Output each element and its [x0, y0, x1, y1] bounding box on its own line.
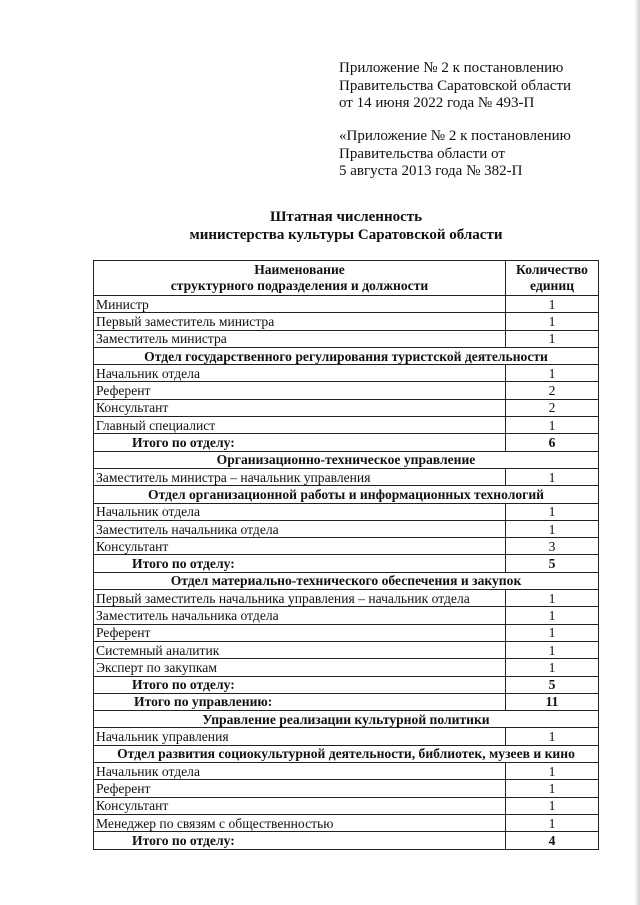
position-name: Заместитель начальника отдела — [94, 520, 506, 537]
total-count: 11 — [506, 693, 599, 710]
annex-original-line-3: 5 августа 2013 года № 382-П — [339, 163, 523, 179]
annex-current-decree — [339, 60, 571, 113]
table-row — [94, 417, 599, 434]
header-name-line-2: структурного подразделения и должности — [170, 278, 429, 293]
position-count: 1 — [506, 814, 599, 831]
annex-original-decree — [339, 128, 571, 181]
position-count: 1 — [506, 296, 599, 313]
table-row — [94, 624, 599, 641]
position-count: 1 — [506, 330, 599, 347]
header-qty-cell — [506, 261, 599, 296]
position-name: Министр — [94, 296, 506, 313]
position-name: Менеджер по связям с общественностью — [94, 814, 506, 831]
table-row — [94, 814, 599, 831]
position-count: 1 — [506, 780, 599, 797]
subtotal-row — [94, 434, 599, 451]
section-row — [94, 745, 599, 762]
position-name: Заместитель министра — [94, 330, 506, 347]
position-name: Эксперт по закупкам — [94, 659, 506, 676]
table-row — [94, 780, 599, 797]
table-header-row — [94, 261, 599, 296]
total-label: Итого по управлению: — [94, 693, 506, 710]
staffing-table — [93, 260, 599, 850]
table-row — [94, 641, 599, 658]
position-name: Заместитель начальника отдела — [94, 607, 506, 624]
position-name: Консультант — [94, 797, 506, 814]
position-count: 1 — [506, 590, 599, 607]
position-count: 2 — [506, 382, 599, 399]
position-name: Консультант — [94, 399, 506, 416]
position-name: Начальник отдела — [94, 503, 506, 520]
position-count: 1 — [506, 520, 599, 537]
position-name: Заместитель министра – начальник управления — [94, 468, 506, 485]
table-row — [94, 399, 599, 416]
position-name: Начальник отдела — [94, 763, 506, 780]
total-count: 5 — [506, 676, 599, 693]
position-count: 1 — [506, 728, 599, 745]
subtotal-row — [94, 676, 599, 693]
position-count: 1 — [506, 365, 599, 382]
subtotal-row — [94, 555, 599, 572]
section-title: Отдел развития социокультурной деятельности, библиотек, музеев и кино — [94, 745, 599, 762]
table-row — [94, 382, 599, 399]
table-row — [94, 313, 599, 330]
table-row — [94, 538, 599, 555]
position-count: 1 — [506, 503, 599, 520]
header-qty-line-1: Количество — [516, 262, 588, 277]
table-row — [94, 797, 599, 814]
position-count: 1 — [506, 468, 599, 485]
total-count: 5 — [506, 555, 599, 572]
position-count: 1 — [506, 417, 599, 434]
scan-edge-shadow — [634, 0, 640, 905]
position-count: 1 — [506, 641, 599, 658]
position-count: 1 — [506, 607, 599, 624]
section-title: Отдел организационной работы и информационных технологий — [94, 486, 599, 503]
annex-current-line-1: Приложение № 2 к постановлению — [339, 60, 564, 76]
total-count: 6 — [506, 434, 599, 451]
staffing-table-body — [94, 296, 599, 850]
position-name: Начальник управления — [94, 728, 506, 745]
position-name: Первый заместитель начальника управления – начальник отдела — [94, 590, 506, 607]
position-name: Референт — [94, 780, 506, 797]
table-row — [94, 728, 599, 745]
table-row — [94, 590, 599, 607]
table-row — [94, 330, 599, 347]
table-row — [94, 607, 599, 624]
annex-original-line-1: «Приложение № 2 к постановлению — [339, 128, 571, 144]
management-total-row — [94, 693, 599, 710]
section-title: Отдел государственного регулирования туристской деятельности — [94, 347, 599, 364]
section-row — [94, 572, 599, 589]
section-title: Управление реализации культурной политики — [94, 711, 599, 728]
total-label: Итого по отделу: — [94, 434, 506, 451]
total-label: Итого по отделу: — [94, 555, 506, 572]
table-row — [94, 296, 599, 313]
section-row — [94, 486, 599, 503]
document-title — [94, 209, 598, 244]
position-name: Первый заместитель министра — [94, 313, 506, 330]
table-row — [94, 659, 599, 676]
total-label: Итого по отделу: — [94, 832, 506, 849]
annex-current-line-2: Правительства Саратовской области — [339, 77, 572, 94]
position-name: Начальник отдела — [94, 365, 506, 382]
position-count: 1 — [506, 313, 599, 330]
section-row — [94, 711, 599, 728]
header-name-line-1: Наименование — [254, 262, 345, 277]
table-row — [94, 468, 599, 485]
section-title: Организационно-техническое управление — [94, 451, 599, 468]
position-count: 1 — [506, 797, 599, 814]
position-name: Референт — [94, 382, 506, 399]
position-name: Референт — [94, 624, 506, 641]
subtotal-row — [94, 832, 599, 849]
position-count: 1 — [506, 624, 599, 641]
header-name-cell — [94, 261, 506, 296]
total-count: 4 — [506, 832, 599, 849]
annex-original-line-2: Правительства области от — [339, 145, 505, 162]
table-row — [94, 365, 599, 382]
position-count: 1 — [506, 763, 599, 780]
title-line-2: министерства культуры Саратовской области — [189, 226, 503, 243]
section-title: Отдел материально-технического обеспечения и закупок — [94, 572, 599, 589]
position-name: Главный специалист — [94, 417, 506, 434]
total-label: Итого по отделу: — [94, 676, 506, 693]
position-name: Консультант — [94, 538, 506, 555]
position-count: 1 — [506, 659, 599, 676]
title-line-1: Штатная численность — [269, 209, 423, 225]
position-name: Системный аналитик — [94, 641, 506, 658]
position-count: 3 — [506, 538, 599, 555]
table-row — [94, 503, 599, 520]
position-count: 2 — [506, 399, 599, 416]
header-qty-line-2: единиц — [529, 278, 575, 293]
table-row — [94, 520, 599, 537]
section-row — [94, 451, 599, 468]
section-row — [94, 347, 599, 364]
annex-current-line-3: от 14 июня 2022 года № 493-П — [339, 95, 535, 111]
table-row — [94, 763, 599, 780]
